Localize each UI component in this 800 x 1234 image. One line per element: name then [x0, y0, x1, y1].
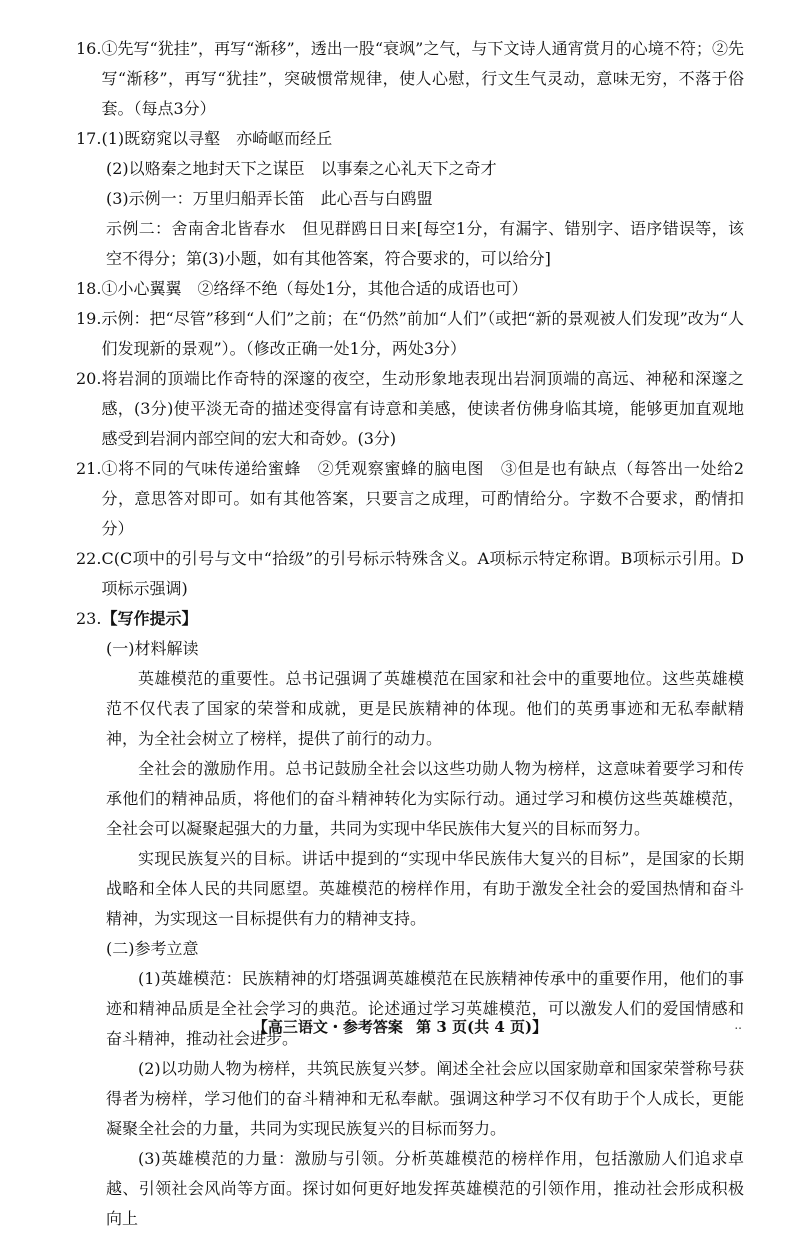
question-16 — [76, 34, 744, 124]
paragraph: 全社会的激励作用。总书记鼓励全社会以这些功勋人物为榜样，这意味着要学习和传承他们的精神品质，将他们的奋斗精神转化为实际行动。通过学习和模仿这些英雄模范，全社会可以凝聚起强大的力量，共同为实现中华民族伟大复兴的目标而努力。 — [106, 759, 744, 838]
question-20 — [76, 364, 744, 454]
question-number: 18. — [76, 279, 102, 298]
writing-tips-title: 【写作提示】 — [101, 609, 198, 628]
answer-content — [76, 34, 744, 1234]
paragraph: 实现民族复兴的目标。讲话中提到的“实现中华民族伟大复兴的目标”，是国家的长期战略和全体人民的共同愿望。英雄模范的榜样作用，有助于激发全社会的爱国热情和奋斗精神，为实现这一目标提供有力的精神支持。 — [106, 849, 744, 928]
answer-line: 示例二：舍南舍北皆春水 但见群鸥日日来[每空1分，有漏字、错别字、语序错误等，该空不得分；第(3)小题，如有其他答案，符合要求的，可以给分] — [106, 219, 744, 268]
answer-line: (2)以赂秦之地封天下之谋臣 以事秦之心礼天下之奇才 — [106, 159, 497, 178]
footer-subject: 【高三语文・参考答案 — [252, 1018, 403, 1036]
answer-text: (1)既窈窕以寻壑 亦崎岖而经丘 — [101, 129, 333, 148]
answer-text: ①小心翼翼 ②络绎不绝（每处1分，其他合适的成语也可） — [101, 279, 528, 298]
question-18 — [76, 274, 744, 304]
answer-line: (3)示例一：万里归船弄长笛 此心吾与白鸥盟 — [106, 189, 433, 208]
answer-text: C(C项中的引号与文中“拾级”的引号标示特殊含义。A项标示特定称谓。B项标示引用。D项标示强调) — [101, 549, 744, 598]
paragraph: (1)英雄模范：民族精神的灯塔强调英雄模范在民族精神传承中的重要作用，他们的事迹和精神品质是全社会学习的典范。论述通过学习英雄模范，可以激发人们的爱国情感和奋斗精神，推动社会进步。 — [106, 969, 744, 1048]
question-22 — [76, 544, 744, 604]
question-17 — [76, 124, 744, 154]
question-19 — [76, 304, 744, 364]
footer-page-number: 第 3 页(共 4 页)】 — [416, 1018, 548, 1036]
question-23 — [76, 604, 744, 634]
answer-text: ①先写“犹挂”，再写“渐移”，透出一股“衰飒”之气，与下文诗人通宵赏月的心境不符；②先写“渐移”，再写“犹挂”，突破惯常规律，使人心慰，行文生气灵动，意味无穷，不落于俗套。（每点3分） — [101, 39, 744, 118]
answer-text: 将岩洞的顶端比作奇特的深邃的夜空，生动形象地表现出岩洞顶端的高远、神秘和深邃之感，(3分)使平淡无奇的描述变得富有诗意和美感，使读者仿佛身临其境，能够更加直观地感受到岩洞内部空间的宏大和奇妙。(3分) — [101, 369, 744, 448]
paragraph: 英雄模范的重要性。总书记强调了英雄模范在国家和社会中的重要地位。这些英雄模范不仅代表了国家的荣誉和成就，更是民族精神的体现。他们的英勇事迹和无私奉献精神，为全社会树立了榜样，提供了前行的动力。 — [106, 669, 744, 748]
question-number: 21. — [76, 459, 102, 478]
question-21 — [76, 454, 744, 544]
question-number: 22. — [76, 549, 102, 568]
question-number: 23. — [76, 609, 102, 628]
question-number: 16. — [76, 39, 102, 58]
section-heading: (一)材料解读 — [106, 639, 199, 658]
page-footer — [0, 1016, 800, 1037]
paragraph: (2)以功勋人物为榜样，共筑民族复兴梦。阐述全社会应以国家勋章和国家荣誉称号获得者为榜样，学习他们的奋斗精神和无私奉献。强调这种学习不仅有助于个人成长，更能凝聚全社会的力量，共同为实现民族复兴的目标而努力。 — [106, 1059, 744, 1138]
question-number: 19. — [76, 309, 102, 328]
section-heading: (二)参考立意 — [106, 939, 199, 958]
question-number: 17. — [76, 129, 102, 148]
corner-mark: .. — [734, 1018, 742, 1032]
question-number: 20. — [76, 369, 102, 388]
answer-text: 示例：把“尽管”移到“人们”之前；在“仍然”前加“人们”（或把“新的景观被人们发现”改为“人们发现新的景观”）。（修改正确一处1分，两处3分） — [101, 309, 744, 358]
paragraph: (3)英雄模范的力量：激励与引领。分析英雄模范的榜样作用，包括激励人们追求卓越、引领社会风尚等方面。探讨如何更好地发挥英雄模范的引领作用，推动社会形成积极向上 — [106, 1149, 744, 1228]
answer-text: ①将不同的气味传递给蜜蜂 ②凭观察蜜蜂的脑电图 ③但是也有缺点（每答出一处给2分，意思答对即可。如有其他答案，只要言之成理，可酌情给分。字数不合要求，酌情扣分） — [101, 459, 744, 538]
